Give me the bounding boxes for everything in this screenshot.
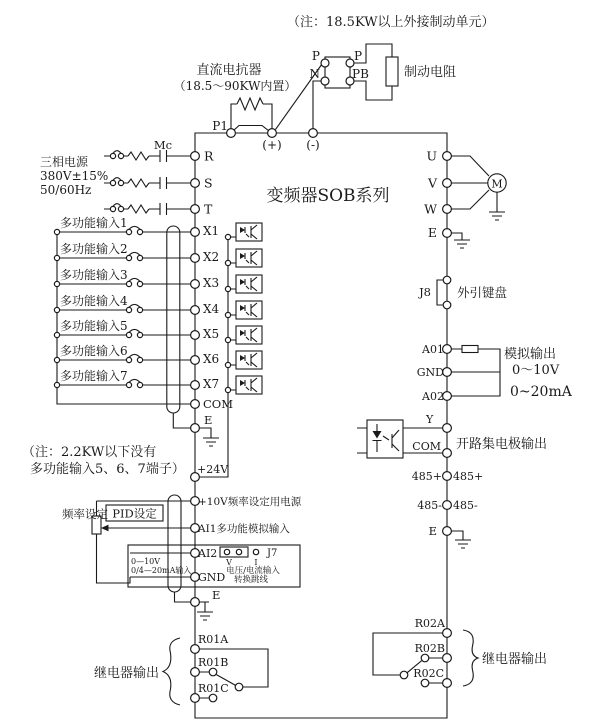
terminal-v-label: V	[427, 175, 437, 191]
terminal-gnd-label: GND	[198, 571, 226, 584]
ai2-range2-label: 0/4—20mA输入	[131, 566, 192, 575]
terminal-x1-label: X1	[203, 224, 220, 238]
brake-n-in-label: N	[309, 67, 320, 81]
power-freq-label: 50/60Hz	[40, 183, 92, 197]
power-voltage-label: 380V±15%	[40, 169, 109, 183]
terminal-x7-label: X7	[203, 377, 220, 391]
terminal-ai2-label: AI2	[198, 547, 218, 560]
relay-output-2	[373, 617, 547, 687]
jumper-desc-line1: 电压/电流输入	[226, 566, 280, 576]
relay1-label: 继电器输出	[93, 666, 159, 681]
terminal-10v-label: +10V频率设定用电源	[198, 496, 302, 508]
note-22kw-line1: （注：2.2KW以下没有	[22, 445, 157, 460]
terminal-e-comm-label: E	[428, 524, 437, 538]
terminal-x3-label: X3	[203, 276, 220, 290]
terminal-485n-in: 485-	[417, 499, 442, 512]
multi-function-inputs	[54, 215, 262, 477]
brake-resistor-label: 制动电阻	[404, 65, 457, 80]
terminal-u-label: U	[426, 148, 437, 164]
input6-label: 多功能输入6	[60, 344, 128, 358]
terminal-w-label: W	[424, 201, 437, 217]
note-external-brake: （注：18.5KW以上外接制动单元）	[287, 15, 495, 30]
relay2-label: 继电器输出	[482, 652, 548, 667]
analog-output-title: 模拟输出	[504, 347, 557, 362]
terminal-r02a-label: R02A	[414, 617, 445, 630]
terminal-e2-label: E	[212, 588, 221, 602]
inverter-outline	[195, 133, 447, 718]
plus-label: (+)	[262, 138, 282, 152]
j8-label: J8	[419, 285, 431, 299]
keypad-port	[418, 276, 507, 309]
jumper-i-label: I	[254, 558, 258, 567]
power-source-label: 三相电源	[40, 155, 89, 169]
brake-p-in-label: P	[311, 49, 320, 63]
note-22kw-line2: 多功能输入5、6、7端子）	[30, 462, 185, 477]
terminal-y-label: Y	[426, 413, 434, 426]
freq-setting-label: 频率设定	[62, 507, 108, 521]
terminal-r02b-label: R02B	[414, 642, 445, 655]
terminal-r01c-label: R01C	[198, 682, 229, 695]
terminal-ai1-label: AI1多功能模拟输入	[198, 523, 290, 535]
jumper-desc-line2: 转换跳线	[233, 575, 269, 585]
input3-label: 多功能输入3	[60, 268, 128, 282]
analog-output-range2: 0~20mA	[510, 384, 572, 400]
terminal-485p-out: 485+	[453, 470, 484, 483]
terminal-e-out-label: E	[427, 225, 437, 240]
analog-setting	[62, 495, 302, 620]
p1-label: P1	[212, 119, 228, 133]
terminal-com-out-label: COM	[412, 440, 441, 453]
open-collector-output	[357, 413, 547, 458]
terminal-e1-label: E	[204, 413, 213, 427]
input7-label: 多功能输入7	[60, 369, 128, 383]
terminal-s-label: S	[204, 175, 213, 191]
open-collector-label: 开路集电极输出	[456, 437, 548, 452]
brake-pb-out-label: PB	[352, 67, 369, 81]
brake-p-out-label: P	[354, 49, 363, 63]
dc-bus-terminals	[212, 119, 319, 152]
inverter-title: 变频器SOB系列	[266, 186, 390, 206]
dc-reactor	[174, 62, 297, 131]
dc-reactor-range: （18.5～90KW内置）	[173, 79, 297, 93]
terminal-a02-label: A02	[422, 390, 444, 403]
control-common-terminals	[191, 397, 234, 481]
relay-output-1	[94, 633, 268, 705]
terminal-x2-label: X2	[203, 250, 220, 264]
relay1-brace	[163, 638, 180, 705]
terminal-485p-in: 485+	[411, 470, 442, 483]
relay2-brace	[463, 630, 478, 686]
terminal-r01b-label: R01B	[198, 656, 229, 669]
terminal-485n-out: 485-	[453, 499, 478, 512]
terminal-x5-label: X5	[203, 327, 220, 341]
terminal-r02c-label: R02C	[413, 667, 444, 680]
input5-label: 多功能输入5	[60, 319, 128, 333]
terminal-x6-label: X6	[203, 352, 220, 366]
mains-input	[40, 138, 214, 217]
input4-label: 多功能输入4	[60, 294, 128, 308]
input2-label: 多功能输入2	[60, 242, 128, 256]
terminal-t-label: T	[204, 201, 213, 217]
analog-output-range1: 0～10V	[512, 363, 560, 378]
analog-output	[417, 343, 573, 403]
minus-label: (-)	[306, 138, 320, 152]
input1-label: 多功能输入1	[60, 216, 128, 230]
terminal-24v-label: +24V	[197, 463, 229, 476]
ai2-range1-label: 0—10V	[131, 557, 161, 566]
contactor-label: Mc	[153, 138, 173, 152]
terminal-a01-label: A01	[422, 343, 444, 356]
terminal-gnd-out-label: GND	[416, 366, 444, 379]
motor-label: M	[491, 177, 503, 191]
jumper-v-label: V	[226, 558, 232, 567]
terminal-r-label: R	[204, 148, 214, 164]
keypad-label: 外引键盘	[457, 285, 508, 300]
pid-setting-label: PID设定	[112, 506, 157, 521]
terminal-com-label: COM	[203, 397, 234, 411]
terminal-x4-label: X4	[203, 302, 220, 316]
dc-reactor-name: 直流电抗器	[196, 63, 262, 78]
terminal-r01a-label: R01A	[198, 633, 229, 646]
j7-label: J7	[267, 548, 278, 559]
brake-unit	[276, 44, 457, 130]
motor-output	[424, 149, 506, 249]
